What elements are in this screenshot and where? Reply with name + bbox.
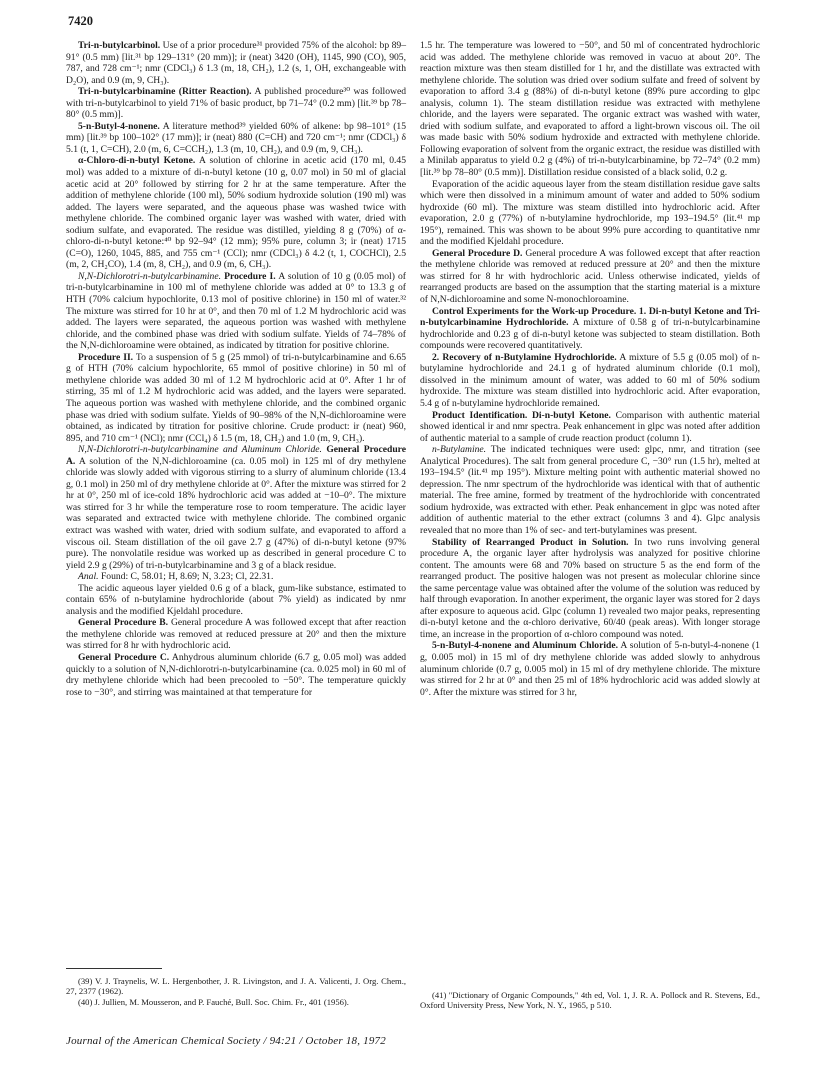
paragraph	[66, 571, 406, 583]
paragraph-heading: Product Identification. Di-n-butyl Ketone.	[432, 409, 611, 421]
paragraph-text: Found: C, 58.01; H, 8.69; N, 3.23; Cl, 22.31.	[100, 571, 274, 583]
paragraph-text: A solution of 5-n-butyl-4-nonene (1 g, 0.005 mol) in 15 ml of dry methylene chloride was added slowly to anhydrous aluminum chloride (0.7 g, 0.005 mol) in 15 ml of dry methylene chloride. The mixture was stirred for 2 hr at 0° and then 25 ml of 18% hydrochloric acid was added slowly at 0°. After the mixture was stirred for 3 hr,	[420, 640, 760, 698]
paragraph	[66, 121, 406, 156]
paragraph-text: Comparison with authentic material showed identical ir and nmr spectra. Peak enhancement in glpc was noted after addition of authentic material to a sample of crude reaction product (column 1).	[420, 409, 761, 444]
paragraph	[420, 537, 760, 641]
paragraph-heading: Stability of Rearranged Product in Solution.	[432, 536, 629, 548]
paragraph-text: In two runs involving general procedure A, the organic layer after hydrolysis was analyzed for positive chlorine content. The amounts were 68 and 70% based on structure 5 as the end form of the rearranged product. The positive halogen was not present as molecular chlorine since the same percentage value was obtained after the volume of the solution was reduced by half through evaporation. In another experiment, the organic layer was stored for 2 days after exposure to aqueous acid. Glpc (column 1) revealed two major peaks, representing di-n-butyl ketone and the α-chloro derivative, 60/40 (peak areas). With longer storage time, an increase in the proportion of α-chloro compound was noted.	[420, 536, 760, 640]
paragraph-italic-heading: N,N-Dichlorotri-n-butylcarbinamine and Aluminum Chloride.	[78, 444, 322, 456]
paragraph-text: A solution of 10 g (0.05 mol) of tri-n-butylcarbinamine in 100 ml of methylene chloride was added at 0° to 13.3 g of HTH (70% calcium hypochlorite, 0.13 mol of positive chlorine) in 150 ml of water.³² The mixture was stirred for 10 hr at 0°, and then 70 ml of 1.2 M hydrochloric acid was added. The layers were separated, the aqueous portion was washed with methylene chloride, and the combined phase was dried with sodium sulfate. Yields of 74–78% of the N,N-dichloroamine were obtained, as indicated by titration for positive chlorine.	[66, 270, 407, 352]
footnotes-left	[66, 976, 406, 1007]
paragraph-text: A published procedure³⁰ was followed with tri-n-butylcarbinol to yield 71% of basic product, bp 71–74° (0.2 mm) [lit.³⁹ bp 78–80° (0.5 mm)].	[66, 86, 406, 121]
paragraph-subheading: Procedure I.	[224, 270, 276, 282]
paragraph	[420, 410, 760, 445]
paragraph-heading: Tri-n-butylcarbinamine (Ritter Reaction).	[78, 86, 252, 98]
paragraph-text: To a suspension of 5 g (25 mmol) of tri-n-butylcarbinamine and 6.65 g of HTH (70% calcium hypochlorite, 65 mmol of positive chlorine) in 50 ml of methylene chloride was added 30 ml of 1.2 M hydrochloric acid at 0°. After 1 hr of stirring, 35 ml of 1.2 M hydrochloric acid was added, and the layers were separated. The aqueous portion was washed with methylene chloride, and the combined organic phase was dried with sodium sulfate. Yields of 90–98% of the N,N-dichloroamine were obtained, as indicated by titration for positive chlorine. Crude product: ir (neat) 960, 895, and 710 cm⁻¹ (NCl); nmr (CCl₄) δ 1.5 (m, 18, CH₂) and 1.0 (m, 9, CH₃).	[66, 351, 407, 444]
paragraph-text: Evaporation of the acidic aqueous layer from the steam distillation residue gave salts which were then dissolved in a minimum amount of water and added to 50% sodium hydroxide (60 ml). The mixture was steam distilled into hydrochloric acid. After evaporation, 2.0 g (77%) of n-butylamine hydrochloride, mp 193–194.5° (lit.⁴¹ mp 195°), remained. This was shown to be about 99% pure according to quantitative nmr and the modified Kjeldahl procedure.	[420, 178, 760, 248]
paragraph-subheading: General Procedure A.	[66, 444, 406, 467]
footnotes-right	[420, 990, 760, 1011]
paragraph	[66, 271, 406, 352]
paragraph	[66, 86, 406, 121]
footnote: (39) V. J. Traynelis, W. L. Hergenbother, J. R. Livingston, and J. A. Valicenti, J. Org. Chem., 27, 2377 (1962).	[66, 976, 406, 997]
footnote: (41) "Dictionary of Organic Compounds," 4th ed, Vol. 1, J. R. A. Pollock and R. Stevens, Ed., Oxford University Press, New York, N. Y., 1965, p 510.	[420, 990, 760, 1011]
left-column	[66, 40, 406, 698]
paragraph-heading: General Procedure C.	[78, 651, 170, 663]
paragraph-heading: Tri-n-butylcarbinol.	[78, 40, 161, 51]
paragraph	[66, 40, 406, 86]
paragraph	[420, 352, 760, 410]
paragraph-text: General procedure A was followed except that after reaction the methylene chloride was removed at reduced pressure at 20° and then the mixture was stirred for 8 hr with hydrochloric acid. Unless otherwise indicated, yields of rearranged products are based on the assumption that the starting material is a mixture of N,N-dichloroamine and some N-monochloroamine.	[420, 247, 760, 306]
analysis-heading: Anal.	[78, 571, 99, 583]
paragraph-text: 1.5 hr. The temperature was lowered to −50°, and 50 ml of concentrated hydrochloric acid was added. The methylene chloride was removed in vacuo at about 20°. The reaction mixture was then steam distilled for 1 hr, and the distillate was extracted with methylene chloride. The solution was dried over sodium sulfate and freed of solvent by evaporation to afford 3.4 g (88%) of di-n-butyl ketone (89% pure according to glpc analysis, column 1). The steam distillation residue was extracted with methylene chloride, and the layers were separated. The organic extract was washed with water, dried with sodium sulfate, and evaporated to afford a light-brown viscous oil. The oil was made basic with 50% sodium hydroxide and extracted with methylene chloride. Following evaporation of solvent from the organic extract, the residue was distilled with a Minilab apparatus to yield 0.2 g (4%) of tri-n-butylcarbinamine, bp 72–74° (0.2 mm) [lit.³⁹ bp 78–80° (0.5 mm)]. Distillation residue consisted of a black solid, 0.2 g.	[420, 40, 760, 179]
paragraph	[66, 652, 406, 698]
paragraph-italic-heading: N,N-Dichlorotri-n-butylcarbinamine.	[78, 270, 222, 282]
paragraph	[66, 155, 406, 270]
paragraph-text: The acidic aqueous layer yielded 0.6 g of a black, gum-like substance, estimated to contain 65% of n-butylamine hydrochloride (about 7% yield) as indicated by nmr analysis and the modified Kjeldahl procedure.	[66, 582, 406, 617]
paragraph-heading: 2. Recovery of n-Butylamine Hydrochloride.	[432, 351, 617, 363]
paragraph	[420, 40, 760, 179]
paragraph	[420, 306, 760, 352]
paragraph	[66, 352, 406, 444]
paragraph-heading: 5-n-Butyl-4-nonene and Aluminum Chloride.	[432, 640, 619, 652]
paragraph-heading: α-Chloro-di-n-butyl Ketone.	[78, 155, 196, 167]
paragraph-heading: General Procedure B.	[78, 617, 168, 629]
paragraph-text: Use of a prior procedure³¹ provided 75% of the alcohol: bp 89–91° (0.5 mm) [lit.³¹ bp 129–131° (20 mm)]; ir (neat) 3420 (OH), 1145, 990 (CO), 905, 787, and 728 cm⁻¹; nmr (CDCl₃) δ 1.3 (m, 18, CH₂), 1.2 (s, 1, OH, exchangeable with D₂O), and 0.9 (m, 9, CH₃).	[66, 40, 406, 86]
right-column	[420, 40, 760, 698]
paragraph-text: A solution of the N,N-dichloroamine (ca. 0.05 mol) in 125 ml of dry methylene chloride was slowly added with vigorous stirring to a slurry of aluminum chloride (13.4 g, 0.1 mol) in 250 ml of dry methylene chloride at 0°. After the mixture was stirred for 2 hr at 0°, 250 ml of ice-cold 18% hydrochloric acid was added at −10–0°. The mixture was stirred for 3 hr while the temperature rose to room temperature. The acidic layer was separated and extracted twice with methylene chloride. The combined organic extract was washed with water, dried with sodium sulfate, and evaporated to afford a viscous oil. Steam distillation of the oil gave 2.7 g (47%) of di-n-butyl ketone (97% pure). The nonvolatile residue was worked up as described in general procedure C to yield 2.9 g (29%) of tri-n-butylcarbinamine and 3 g of a black residue.	[66, 455, 407, 571]
footnote-rule	[66, 968, 162, 969]
journal-footer: Journal of the American Chemical Society / 94:21 / October 18, 1972	[66, 1035, 386, 1047]
paragraph-text: The indicated techniques were used: glpc, nmr, and titration (see Analytical Procedures). The salt from general procedure C, −30° run (1.5 hr), melted at 193–194.5° (lit.⁴¹ mp 195°). Mixture melting point with authentic material showed no depression. The nmr spectrum of the hydrochloride was identical with that of authentic material. The free amine, formed by treatment of the hydrochloride with concentrated sodium hydroxide, was extracted with ether. Peak enhancement in glpc was noted after addition of authentic material to the ether extract (columns 3 and 4). Glpc analysis revealed that no more than 1% of sec- and tert-butylamines was present.	[420, 444, 760, 536]
paragraph	[66, 617, 406, 652]
paragraph-italic-heading: n-Butylamine.	[432, 444, 487, 456]
paragraph	[66, 444, 406, 571]
page-number: 7420	[68, 14, 93, 28]
paragraph-text: A literature method³⁹ yielded 60% of alkene: bp 98–101° (15 mm) [lit.³⁹ bp 100–102° (17 mm)]; ir (neat) 880 (C=CH) and 720 cm⁻¹; nmr (CDCl₃) δ 5.1 (t, 1, C=CH), 2.0 (m, 6, C=CCH₂), 1.3 (m, 10, CH₂), and 0.9 (m, 9, CH₃).	[66, 120, 406, 155]
paragraph-text: A mixture of 5.5 g (0.05 mol) of n-butylamine hydrochloride and 24.1 g of hydrated aluminum chloride (0.1 mol), dissolved in the minimum amount of water, was added to 60 ml of 50% sodium hydroxide. The mixture was steam distilled into hydrochloric acid. After evaporation, 5.4 g of n-butylamine hydrochloride remained.	[420, 351, 761, 409]
paragraph-heading: Procedure II.	[78, 351, 134, 363]
paragraph-text: General procedure A was followed except that after reaction the methylene chloride was removed at reduced pressure at 20° and then the mixture was stirred for 8 hr with hydrochloric acid.	[66, 617, 406, 652]
paragraph-text: Anhydrous aluminum chloride (6.7 g, 0.05 mol) was added quickly to a solution of N,N-dichlorotri-n-butylcarbinamine (ca. 0.025 mol) in 60 ml of dry methylene chloride which had been precooled to −50°. The temperature quickly rose to −30°, and stirring was maintained at that temperature for	[66, 651, 407, 698]
paragraph-text: A mixture of 0.58 g of tri-n-butylcarbinamine hydrochloride and 0.23 g of di-n-butyl ketone was subjected to steam distillation. Both compounds were recovered quantitatively.	[420, 317, 761, 352]
paragraph	[420, 444, 760, 536]
paragraph-heading: General Procedure D.	[432, 247, 523, 259]
paragraph	[420, 248, 760, 306]
paragraph-text: A solution of chlorine in acetic acid (170 ml, 0.45 mol) was added to a mixture of di-n-butyl ketone (10 g, 0.07 mol) in 50 ml of glacial acetic acid at 20° followed by stirring for 2 hr at the same temperature. After the addition of methylene chloride (100 ml), 50% sodium hydroxide solution (190 ml) was added. The layers were separated, and the aqueous phase was washed twice with methylene chloride. The combined organic layer was washed with water, dried with sodium sulfate, and evaporated. The residue was distilled, yielding 8 g (70%) of α-chloro-di-n-butyl ketone:⁴⁰ bp 92–94° (12 mm); 95% pure, column 3; ir (neat) 1715 (C=O), 1260, 1045, 885, and 755 cm⁻¹ (CCl); nmr (CDCl₃) δ 4.2 (t, 1, COCHCl), 2.5 (m, 2, CH₂CO), 1.4 (m, 8, CH₂), and 0.9 (m, 6, CH₃).	[66, 155, 406, 271]
paragraph-heading: 5-n-Butyl-4-nonene.	[78, 120, 160, 132]
footnote: (40) J. Jullien, M. Mousseron, and P. Fauché, Bull. Soc. Chim. Fr., 401 (1956).	[78, 996, 349, 1007]
paragraph-heading: Control Experiments for the Work-up Procedure. 1. Di-n-butyl Ketone and Tri-n-butylcarbinamine Hydrochloride.	[420, 305, 760, 329]
paragraph	[420, 179, 760, 248]
paragraph	[420, 640, 760, 698]
paragraph	[66, 583, 406, 618]
